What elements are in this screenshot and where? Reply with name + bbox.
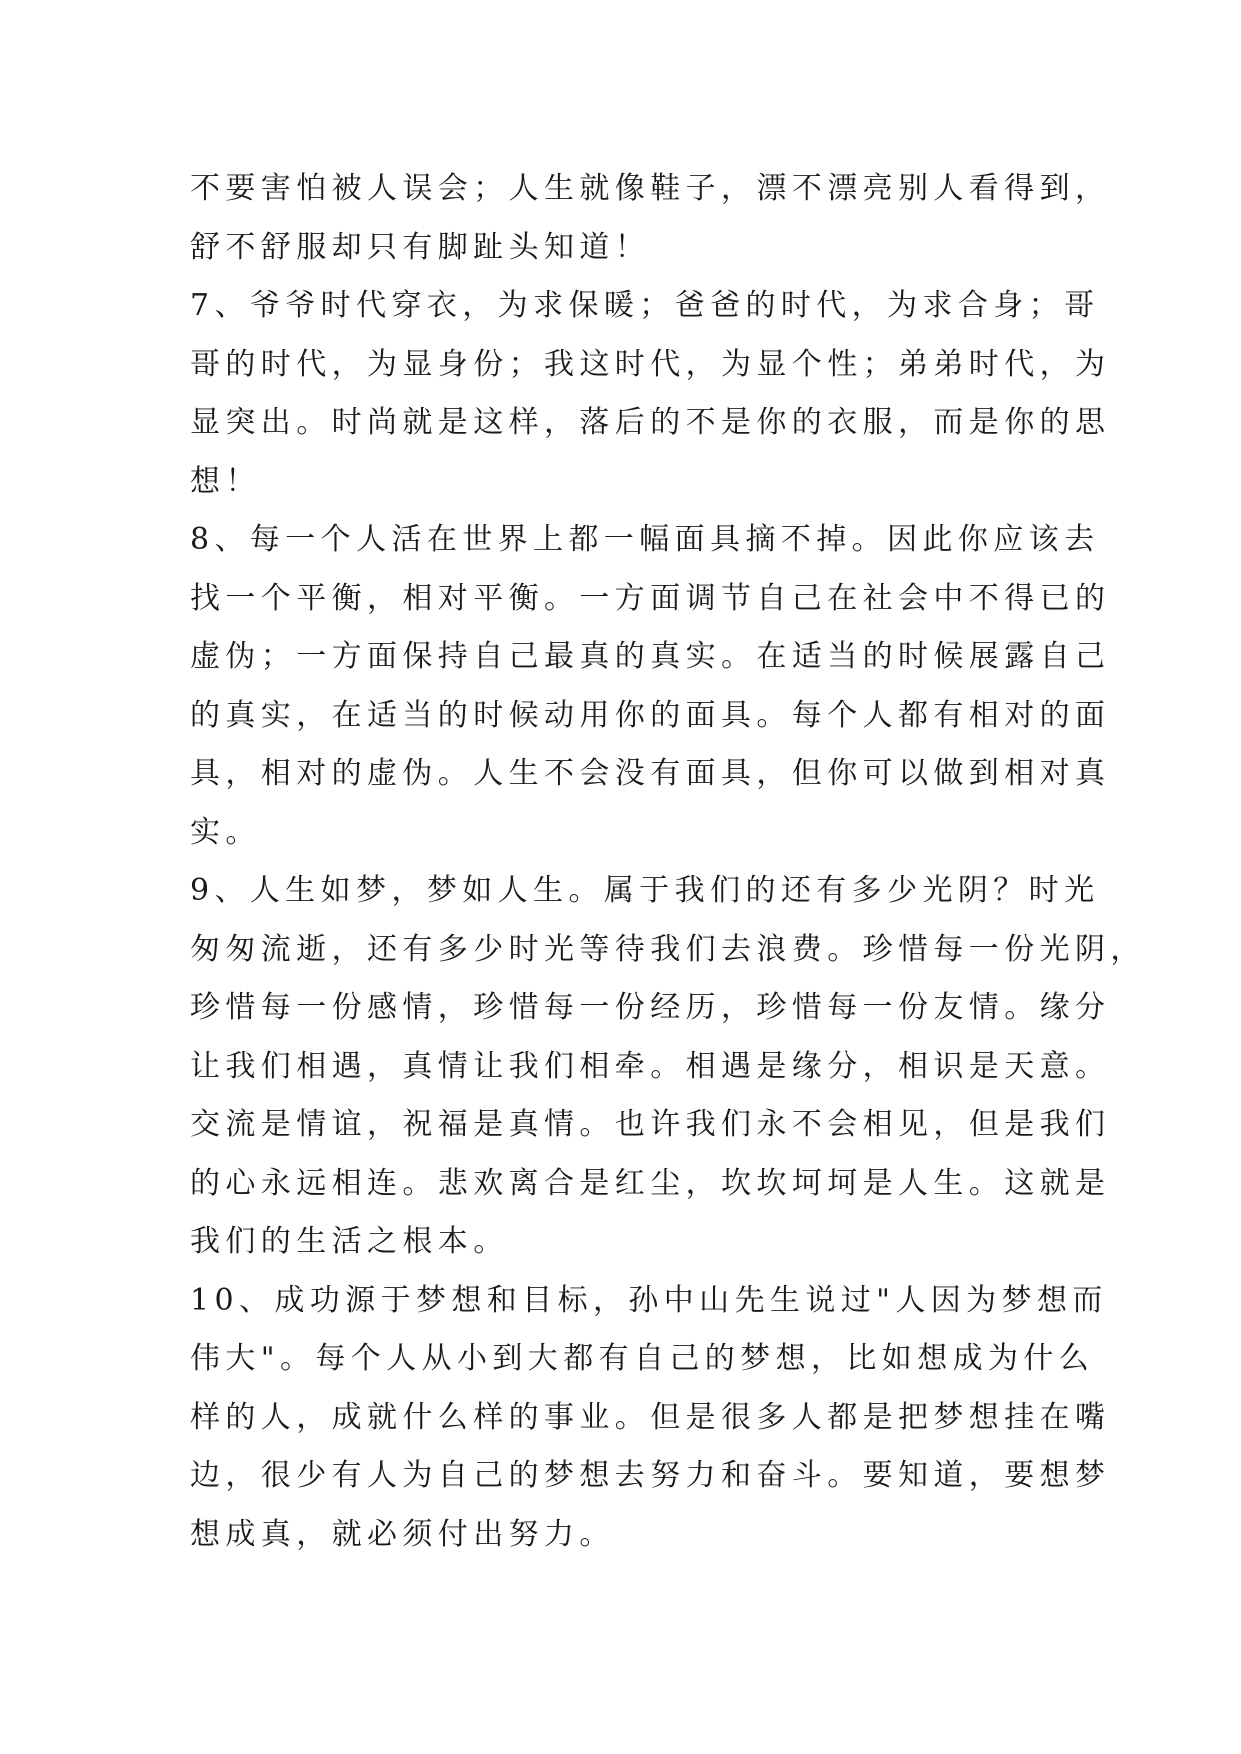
text-line: 珍惜每一份感情，珍惜每一份经历，珍惜每一份友情。缘分 — [190, 990, 1111, 1025]
text-line: 9、人生如梦，梦如人生。属于我们的还有多少光阴？时光 — [190, 873, 1100, 908]
text-line: 交流是情谊，祝福是真情。也许我们永不会相见，但是我们 — [190, 1107, 1111, 1142]
text-line: 哥的时代，为显身份；我这时代，为显个性；弟弟时代，为 — [190, 346, 1111, 382]
text-line: 找一个平衡，相对平衡。一方面调节自己在社会中不得已的 — [190, 580, 1111, 616]
text-line: 边，很少有人为自己的梦想去努力和奋斗。要知道，要想梦 — [190, 1458, 1111, 1493]
text-line: 让我们相遇，真情让我们相牵。相遇是缘分，相识是天意。 — [190, 1048, 1111, 1084]
text-line: 实。 — [190, 814, 261, 850]
text-line: 的心永远相连。悲欢离合是红尘，坎坎坷坷是人生。这就是 — [190, 1165, 1111, 1201]
text-line: 虚伪；一方面保持自己最真的真实。在适当的时候展露自己 — [190, 639, 1111, 674]
text-line: 伟大"。每个人从小到大都有自己的梦想，比如想成为什么 — [190, 1341, 1095, 1376]
text-line: 我们的生活之根本。 — [190, 1224, 509, 1259]
text-line: 10、成功源于梦想和目标，孙中山先生说过"人因为梦想而 — [190, 1282, 1108, 1318]
text-line: 显突出。时尚就是这样，落后的不是你的衣服，而是你的思 — [190, 405, 1111, 440]
text-line: 具，相对的虚伪。人生不会没有面具，但你可以做到相对真 — [190, 756, 1111, 791]
document-body — [190, 160, 1146, 1564]
text-line: 的真实，在适当的时候动用你的面具。每个人都有相对的面 — [190, 697, 1111, 733]
text-line: 匆匆流逝，还有多少时光等待我们去浪费。珍惜每一份光阴， — [190, 931, 1146, 967]
text-line: 想成真，就必须付出努力。 — [190, 1516, 615, 1552]
text-line: 舒不舒服却只有脚趾头知道！ — [190, 229, 651, 265]
text-line: 想！ — [190, 463, 261, 499]
text-line: 样的人，成就什么样的事业。但是很多人都是把梦想挂在嘴 — [190, 1399, 1111, 1435]
text-line: 8、每一个人活在世界上都一幅面具摘不掉。因此你应该去 — [190, 522, 1100, 557]
text-line: 7、爷爷时代穿衣，为求保暖；爸爸的时代，为求合身；哥 — [190, 288, 1100, 323]
text-line: 不要害怕被人误会；人生就像鞋子，漂不漂亮别人看得到， — [190, 171, 1111, 206]
